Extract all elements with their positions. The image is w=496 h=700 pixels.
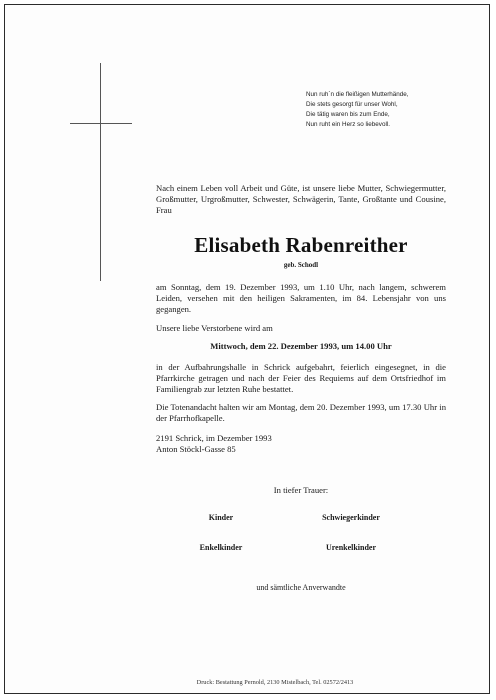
poem-line: Die tätig waren bis zum Ende,	[306, 111, 390, 118]
group-great-grandchildren: Urenkelkinder	[325, 543, 377, 552]
mourning-heading: In tiefer Trauer:	[273, 485, 329, 495]
deceased-name: Elisabeth Rabenreither	[194, 233, 408, 257]
funeral-intro: Unsere liebe Verstorbene wird am	[156, 323, 273, 333]
group-children: Kinder	[208, 513, 234, 522]
obituary-page	[4, 4, 490, 694]
printer-credit: Druck: Bestattung Pernold, 2130 Mistelbach, Tel. 02572/2413	[196, 679, 354, 686]
memorial-poem	[306, 90, 409, 130]
poem-line: Nun ruh`n die fleißigen Mutterhände,	[306, 91, 409, 98]
maiden-name: geb. Schodl	[283, 261, 319, 269]
group-in-laws: Schwiegerkinder	[322, 513, 380, 522]
poem-line: Die stets gesorgt für unser Wohl,	[306, 101, 398, 108]
cross-horizontal-bar	[70, 123, 132, 124]
death-notice: am Sonntag, dem 19. Dezember 1993, um 1.10 Uhr, nach langem, schwerem Leiden, versehen mit den heiligen Sakramenten, im 84. Lebensjahr von uns gegangen.	[156, 282, 446, 314]
funeral-text: in der Aufbahrungshalle in Schrick aufgebahrt, feierlich eingesegnet, in die Pfarrkirche getragen und nach der Feier des Requiems auf dem Ortsfriedhof im Familiengrab zur letzten Ruhe bestattet.	[156, 362, 446, 394]
funeral-date: Mittwoch, dem 22. Dezember 1993, um 14.00 Uhr	[210, 341, 392, 351]
place-date: 2191 Schrick, im Dezember 1993	[156, 433, 272, 443]
prayer-service: Die Totenandacht halten wir am Montag, dem 20. Dezember 1993, um 17.30 Uhr in der Pfarrhofkapelle.	[156, 402, 446, 423]
cross-vertical-bar	[100, 63, 101, 281]
intro-text: Nach einem Leben voll Arbeit und Güte, ist unsere liebe Mutter, Schwiegermutter, Großmutter, Urgroßmutter, Schwester, Schwägerin, Tante, Großtante und Cousine, Frau	[156, 183, 446, 215]
poem-line: Nun ruht ein Herz so liebevoll.	[306, 121, 390, 128]
group-grandchildren: Enkelkinder	[199, 543, 243, 552]
address: Anton Stöckl-Gasse 85	[156, 443, 236, 454]
place-and-address	[156, 433, 446, 455]
relatives-line: und sämtliche Anverwandte	[256, 583, 346, 592]
